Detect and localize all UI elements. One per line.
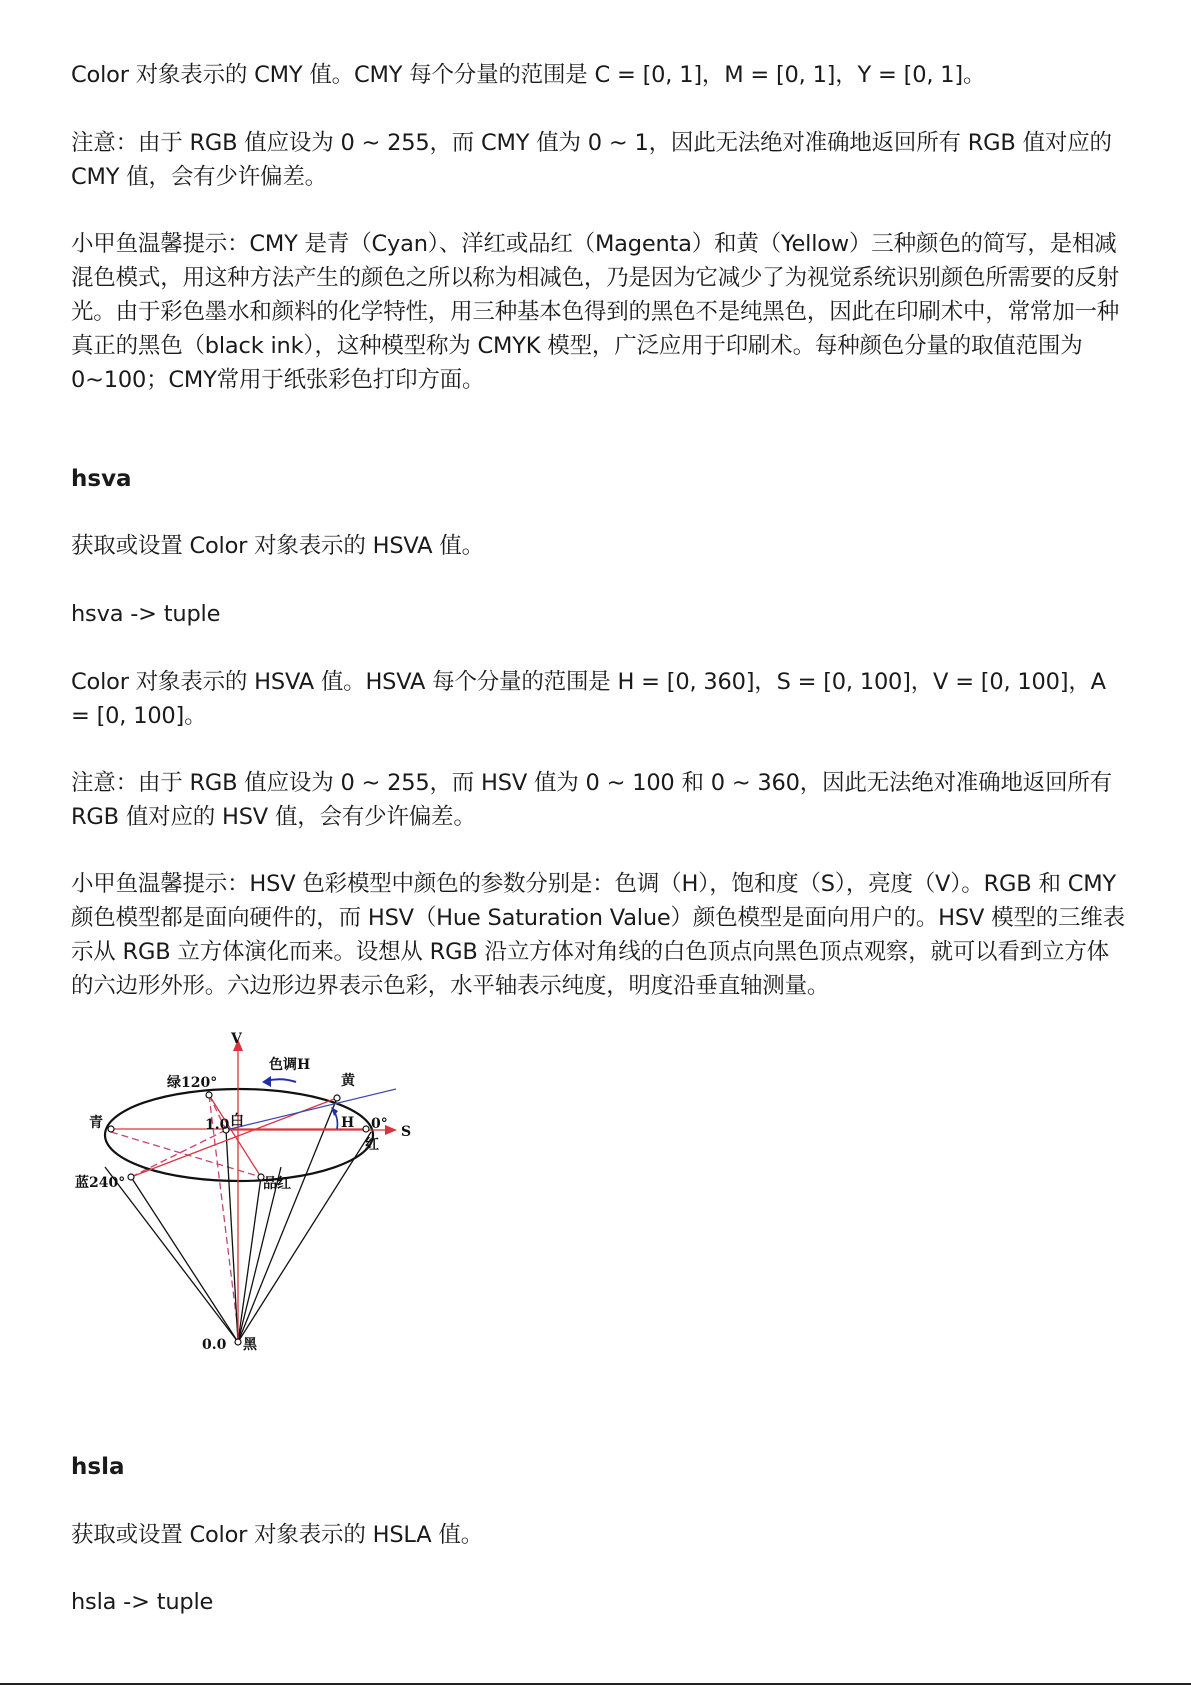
- hsv-cone-diagram: [71, 1027, 423, 1372]
- label-black: 黑: [243, 1337, 257, 1353]
- label-h-angle: H: [341, 1115, 355, 1131]
- dashed-line-blue-white: [131, 1130, 226, 1177]
- label-axis-v: V: [231, 1031, 242, 1047]
- label-magenta: 品红: [263, 1176, 291, 1192]
- cone-edge-right: [238, 1132, 371, 1342]
- label-white-value: 1.0: [205, 1117, 230, 1133]
- vertex-black: [235, 1339, 241, 1345]
- hsva-heading: hsva: [71, 466, 132, 492]
- cone-line-magenta: [238, 1177, 261, 1342]
- label-black-value: 0.0: [202, 1337, 227, 1353]
- cone-line-yellow: [238, 1098, 337, 1342]
- hsla-description: 获取或设置 Color 对象表示的 HSLA 值。: [71, 1522, 483, 1548]
- label-zero-deg: 0°: [371, 1116, 388, 1132]
- cmy-note-text: 注意：由于 RGB 值应设为 0 ~ 255，而 CMY 值为 0 ~ 1，因此无法绝对准确地返回所有 RGB 值对应的 CMY 值，会有少许偏差。: [71, 130, 1112, 190]
- hsva-note-text: 注意：由于 RGB 值应设为 0 ~ 255，而 HSV 值为 0 ~ 100 和 0 ~ 360，因此无法绝对准确地返回所有 RGB 值对应的 HSV 值，会有少许偏差。: [71, 770, 1112, 830]
- cone-line-blue: [131, 1177, 238, 1342]
- hsva-tip-text: 小甲鱼温馨提示：HSV 色彩模型中颜色的参数分别是：色调（H），饱和度（S），亮度（V）。RGB 和 CMY 颜色模型都是面向硬件的，而 HSV（Hue Saturation Value）颜色模型是面向用户的。HSV 模型的三维表示从 RGB 立方体演化而来。设想从 RGB 沿立方体对角线的白色顶点向黑色顶点观察，就可以看到立方体的六边形外形。六边形边界表示色彩，水平轴表示纯度，明度沿垂直轴测量。: [71, 871, 1125, 999]
- hsva-range-text: Color 对象表示的 HSVA 值。HSVA 每个分量的范围是 H = [0, 360]，S = [0, 100]，V = [0, 100]，A = [0, 100]。: [71, 669, 1106, 729]
- label-cyan: 青: [89, 1115, 103, 1131]
- label-white: 白: [230, 1113, 244, 1129]
- hue-arc-arrowhead: [262, 1076, 271, 1087]
- vertex-green: [206, 1092, 212, 1098]
- label-red: 红: [365, 1137, 379, 1153]
- cmy-range-text: Color 对象表示的 CMY 值。CMY 每个分量的范围是 C = [0, 1]，M = [0, 1]，Y = [0, 1]。: [71, 62, 986, 88]
- label-green: 绿120°: [167, 1075, 218, 1091]
- label-axis-s: S: [401, 1124, 412, 1140]
- label-yellow: 黄: [341, 1073, 355, 1089]
- vertex-blue: [128, 1174, 134, 1180]
- hsla-heading: hsla: [71, 1454, 125, 1480]
- label-blue: 蓝240°: [75, 1175, 126, 1191]
- cone-line-inner: [226, 1130, 238, 1342]
- cone-line-mid: [238, 1167, 281, 1342]
- vertex-red: [363, 1126, 369, 1132]
- vertex-cyan: [108, 1126, 114, 1132]
- hsva-signature: hsva -> tuple: [71, 601, 221, 627]
- diag-line-magenta-green: [209, 1095, 261, 1177]
- hsva-description: 获取或设置 Color 对象表示的 HSVA 值。: [71, 533, 484, 559]
- label-hue: 色调H: [269, 1057, 311, 1073]
- cone-edge-left: [105, 1167, 238, 1342]
- hsla-signature: hsla -> tuple: [71, 1589, 214, 1615]
- vertex-yellow: [334, 1095, 340, 1101]
- cmy-tip-text: 小甲鱼温馨提示：CMY 是青（Cyan）、洋红或品红（Magenta）和黄（Yellow）三种颜色的简写，是相减混色模式，用这种方法产生的颜色之所以称为相减色，乃是因为它减少了为视觉系统识别颜色所需要的反射光。由于彩色墨水和颜料的化学特性，用三种基本色得到的黑色不是纯黑色，因此在印刷术中，常常加一种真正的黑色（black ink），这种模型称为 CMYK 模型，广泛应用于印刷术。每种颜色分量的取值范围为0~100；CMY常用于纸张彩色打印方面。: [71, 231, 1120, 393]
- diag-line-blue-yellow: [131, 1098, 337, 1177]
